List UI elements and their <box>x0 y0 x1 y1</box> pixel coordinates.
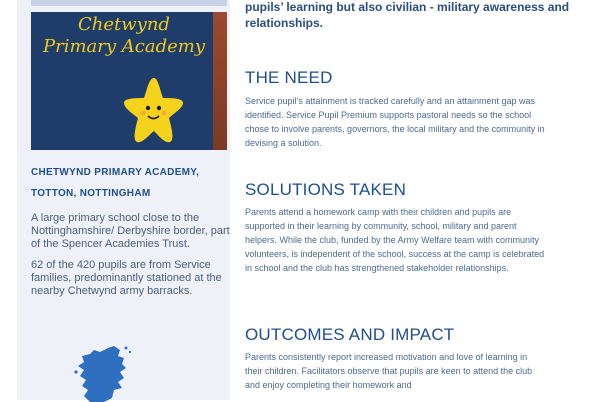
outcomes-body: Parents consistently report increased motivation and love of learning in their children. Facilitators observe that pupils are keen to attend the club and enjoy completing their homework and <box>245 352 533 390</box>
school-description-2: 62 of the 420 pupils are from Service families, predominantly stationed at the nearby Chetwynd army barracks. <box>31 259 222 297</box>
school-name-line-2: TOTTON, NOTTINGHAM <box>31 188 151 199</box>
intro-line-1: pupils’ learning but also civilian - military awareness and <box>245 0 570 14</box>
school-sign <box>39 14 209 58</box>
school-photo <box>31 12 227 150</box>
intro-line-2: relationships. <box>245 16 324 30</box>
school-description <box>31 212 231 306</box>
school-name <box>31 165 227 207</box>
school-name-line-1: CHETWYND PRIMARY ACADEMY, <box>31 167 200 178</box>
heading-solutions-taken: SOLUTIONS TAKEN <box>245 180 407 199</box>
brick-wall <box>213 12 227 150</box>
sign-line-1: Chetwynd <box>78 14 170 35</box>
need-body: Service pupil’s attainment is tracked carefully and an attainment gap was identified. Service Pupil Premium supports pastoral needs so the school chose to involve parents, governors, the local military and the community in devising a solution. <box>245 96 545 148</box>
star-mascot-icon <box>123 76 185 146</box>
school-description-1: A large primary school close to the Nottinghamshire/ Derbyshire border, part of the Spencer Academies Trust. <box>31 212 230 250</box>
uk-map-icon <box>70 342 140 402</box>
sidebar-top-strip <box>31 0 227 6</box>
heading-the-need: THE NEED <box>245 68 333 87</box>
sign-line-2: Primary Academy <box>43 36 205 57</box>
heading-outcomes-and-impact: OUTCOMES AND IMPACT <box>245 325 455 344</box>
solutions-body: Parents attend a homework camp with their children and pupils are supported in their learning by community, school, military and parent helpers. While the club, funded by the Army Welfare team with community volunteers, is independent of the school, success at the camp is celebrated in school and the club has strengthened stakeholder relationships. <box>245 207 545 273</box>
intro-text <box>245 0 590 31</box>
